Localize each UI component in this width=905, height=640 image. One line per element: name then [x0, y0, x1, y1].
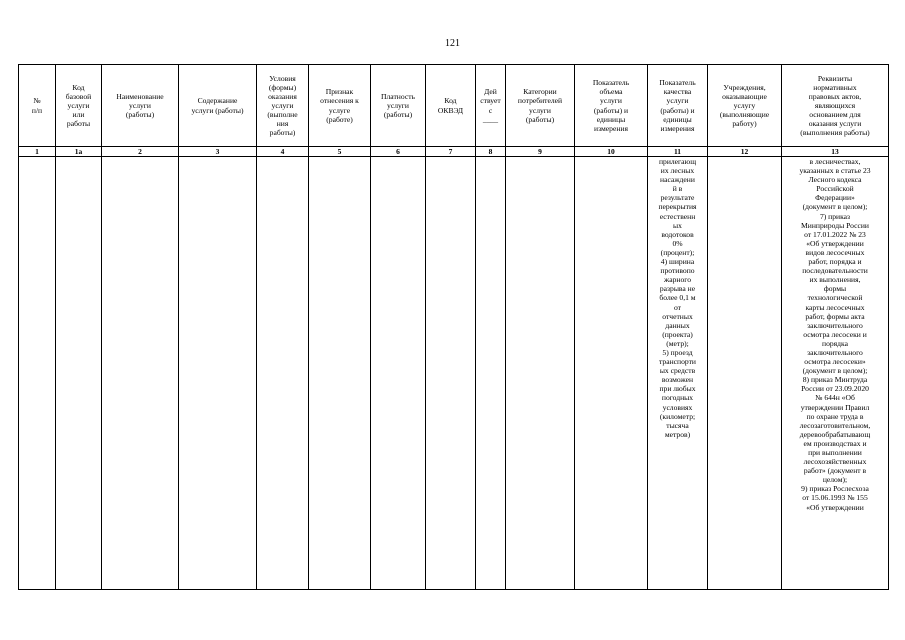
- column-number: 10: [575, 147, 648, 157]
- column-number: 12: [708, 147, 782, 157]
- header-cell-5: Признак отнесения к услуге (работе): [309, 65, 371, 147]
- column-number: 1: [19, 147, 56, 157]
- column-number-row: [19, 147, 889, 157]
- header-cell-1a: Код базовой услуги или работы: [56, 65, 102, 147]
- header-cell-11: Показатель качества услуги (работы) и единицы измерения: [648, 65, 708, 147]
- header-row: [19, 65, 889, 147]
- cell-empty: [476, 157, 506, 590]
- column-number: 2: [102, 147, 179, 157]
- legal-acts-cell: в лесничествах, указанных в статье 23 Лесного кодекса Российской Федерации» (документ в целом); 7) приказ Минприроды России от 17.01.2022 № 23 «Об утверждении видов лесосечных работ, порядка и последовательности их выполнения, формы технологической карты лесосечных работ, формы акта заключительного осмотра лесосеки и порядка заключительного осмотра лесосеки» (документ в целом); 8) приказ Минтруда России от 23.09.2020 № 644н «Об утверждении Правил по охране труда в лесозаготовительном, деревообрабатывающ ем производствах и при выполнении лесохозяйственных работ» (документ в целом); 9) приказ Рослесхоза от 15.06.1993 № 155 «Об утверждении: [782, 157, 889, 590]
- cell-empty: [708, 157, 782, 590]
- header-cell-9: Категории потребителей услуги (работы): [506, 65, 575, 147]
- column-number: 6: [371, 147, 426, 157]
- header-cell-6: Платность услуги (работы): [371, 65, 426, 147]
- header-cell-10: Показатель объема услуги (работы) и единицы измерения: [575, 65, 648, 147]
- column-number: 9: [506, 147, 575, 157]
- column-number: 11: [648, 147, 708, 157]
- header-cell-8: Дей ствует с ____: [476, 65, 506, 147]
- cell-empty: [19, 157, 56, 590]
- table-row: [19, 157, 889, 590]
- cell-empty: [257, 157, 309, 590]
- header-cell-3: Содержание услуги (работы): [179, 65, 257, 147]
- cell-empty: [426, 157, 476, 590]
- column-number: 1а: [56, 147, 102, 157]
- cell-empty: [102, 157, 179, 590]
- header-cell-13: Реквизиты нормативных правовых актов, являющихся основанием для оказания услуги (выполнения работы): [782, 65, 889, 147]
- column-number: 4: [257, 147, 309, 157]
- cell-empty: [575, 157, 648, 590]
- cell-empty: [179, 157, 257, 590]
- column-number: 7: [426, 147, 476, 157]
- header-cell-12: Учреждения, оказывающие услугу (выполняющие работу): [708, 65, 782, 147]
- header-cell-4: Условия (формы) оказания услуги (выполне ния работы): [257, 65, 309, 147]
- column-number: 5: [309, 147, 371, 157]
- column-number: 13: [782, 147, 889, 157]
- column-number: 3: [179, 147, 257, 157]
- cell-empty: [371, 157, 426, 590]
- header-cell-7: Код ОКВЭД: [426, 65, 476, 147]
- header-cell-1: № п/п: [19, 65, 56, 147]
- cell-empty: [56, 157, 102, 590]
- services-registry-table: [18, 64, 889, 590]
- header-cell-2: Наименование услуги (работы): [102, 65, 179, 147]
- cell-empty: [506, 157, 575, 590]
- quality-indicator-cell: прилегающ их лесных насаждени й в результате перекрытия естественн ых водотоков 0% (процент); 4) ширина противопо жарного разрыва не более 0,1 м от отчетных данных (проекта) (метр); 5) проезд транспорти ых средств возможен при любых погодных условиях (километр; тысяча метров): [648, 157, 708, 590]
- column-number: 8: [476, 147, 506, 157]
- cell-empty: [309, 157, 371, 590]
- page-number: 121: [445, 38, 460, 49]
